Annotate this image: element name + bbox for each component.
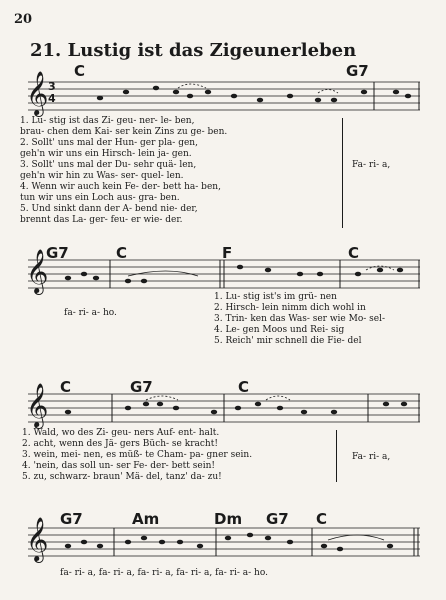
staff-lines bbox=[28, 258, 420, 292]
treble-clef-icon: 𝄞 bbox=[26, 71, 49, 115]
chord-label: G7 bbox=[60, 510, 83, 528]
verse-bracket bbox=[336, 430, 343, 482]
chord-label: Dm bbox=[214, 510, 243, 528]
chord-label: C bbox=[348, 244, 360, 262]
chord-label: C bbox=[74, 62, 86, 80]
chord-label: F bbox=[222, 244, 233, 262]
refrain-lyrics: fa- ri- a, fa- ri- a, fa- ri- a, fa- ri- a, fa- ri- a- ho. bbox=[60, 568, 268, 578]
chord-label: G7 bbox=[346, 62, 369, 80]
chord-label: G7 bbox=[130, 378, 153, 396]
treble-clef-icon: 𝄞 bbox=[26, 517, 49, 561]
treble-clef-icon: 𝄞 bbox=[26, 249, 49, 293]
staff-lines bbox=[28, 80, 420, 114]
refrain-label: Fa- ri- a, bbox=[352, 160, 391, 170]
chord-label: C bbox=[238, 378, 250, 396]
chord-label: G7 bbox=[46, 244, 69, 262]
chord-label: C bbox=[316, 510, 328, 528]
refrain-label: Fa- ri- a, bbox=[352, 452, 391, 462]
chord-label: C bbox=[116, 244, 128, 262]
chord-label: C bbox=[60, 378, 72, 396]
song-title: 21. Lustig ist das Zigeunerleben bbox=[30, 40, 357, 61]
staff-lines bbox=[28, 392, 420, 426]
time-signature: 3 4 bbox=[48, 80, 56, 105]
treble-clef-icon: 𝄞 bbox=[26, 383, 49, 427]
chord-label: G7 bbox=[266, 510, 289, 528]
notes bbox=[97, 86, 411, 103]
verse-bracket bbox=[342, 118, 349, 228]
staff-lines bbox=[28, 526, 420, 560]
refrain-label: fa- ri- a- ho. bbox=[64, 308, 117, 318]
verse-lyrics: 1. Wald, wo des Zi- geu- ners Auf- ent- halt. 2. acht, wenn des Jä- gers Büch- se kracht! 3. wein, mei- nen, es müß- te Cham- pa- gner sein. 4. 'nein, das soll un- ser Fe- der- bett sein! 5. zu, schwarz- braun' Mä- del, tanz' da- zu! bbox=[22, 428, 253, 482]
verse-lyrics: 1. Lu- stig ist's im grü- nen 2. Hirsch- lein nimm dich wohl in 3. Trin- ken das Was- ser wie Mo- sel- 4. Le- gen Moos und Rei- sig 5. Reich' mir schnell die Fie- del bbox=[214, 292, 386, 346]
verse-lyrics: 1. Lu- stig ist das Zi- geu- ner- le- ben, brau- chen dem Kai- ser kein Zins zu ge- ben. 2. Sollt' uns mal der Hun- ger pla- gen, geh'n wir uns ein Hirsch- lein ja- gen. 3. Sollt' uns mal der Du- sehr quä- len, geh'n wir hin zu Was- ser- quel- len. 4. Wenn wir auch kein Fe- der- bett ha- ben, tun wir uns ein Loch aus- gra- ben. 5. Und sinkt dann der A- bend nie- der, brennt das La- ger- feu- er wie- der. bbox=[20, 116, 228, 225]
chord-label: Am bbox=[132, 510, 160, 528]
page-number: 20 bbox=[14, 12, 33, 27]
